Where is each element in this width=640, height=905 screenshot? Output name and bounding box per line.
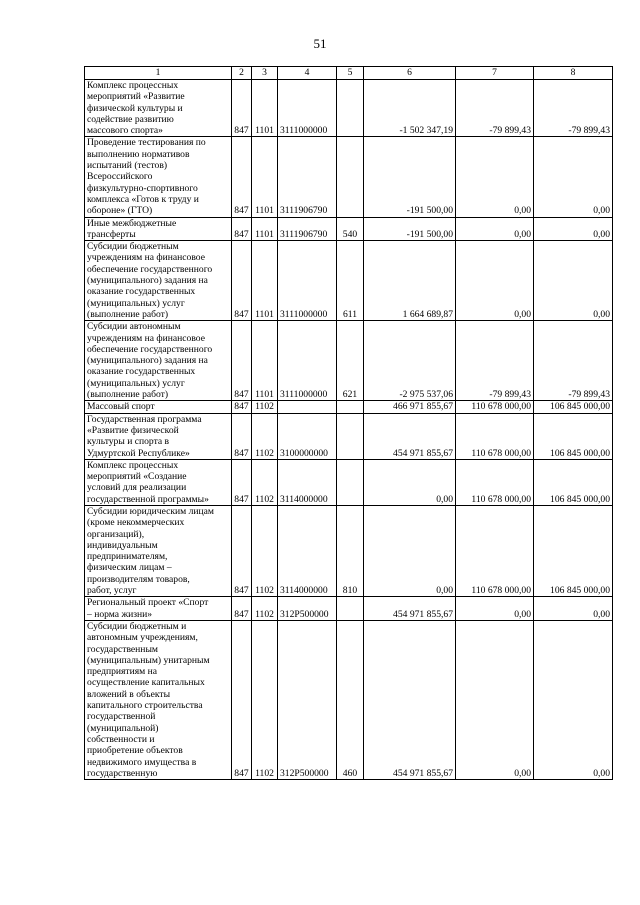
row-target-article: 3111906790 [278, 137, 337, 217]
row-description: Массовый спорт [85, 401, 232, 413]
row-target-article: 3114000000 [278, 459, 337, 505]
row-amount-col8: 106 845 000,00 [534, 459, 613, 505]
row-amount-col8: -79 899,43 [534, 80, 613, 137]
row-admin-code: 847 [232, 217, 252, 241]
col-header-8: 8 [534, 67, 613, 80]
row-description: Региональный проект «Спорт – норма жизни» [85, 597, 232, 621]
table-row [85, 459, 613, 505]
col-header-4: 4 [278, 67, 337, 80]
table-row [85, 620, 613, 779]
row-admin-code: 847 [232, 505, 252, 596]
row-amount-col6: -191 500,00 [364, 137, 456, 217]
col-header-3: 3 [252, 67, 278, 80]
row-amount-col8: 106 845 000,00 [534, 401, 613, 413]
row-admin-code: 847 [232, 459, 252, 505]
row-expense-type: 540 [337, 217, 364, 241]
row-section-code: 1101 [252, 137, 278, 217]
row-amount-col8: 0,00 [534, 217, 613, 241]
row-target-article [278, 401, 337, 413]
row-description: Комплекс процессных мероприятий «Создание условий для реализации государственной программы» [85, 459, 232, 505]
table-row [85, 401, 613, 413]
row-target-article: 3100000000 [278, 413, 337, 459]
row-amount-col7: 0,00 [456, 217, 534, 241]
row-section-code: 1102 [252, 413, 278, 459]
row-description: Комплекс процессных мероприятий «Развитие физической культуры и содействие развитию массового спорта» [85, 80, 232, 137]
row-amount-col6: 0,00 [364, 459, 456, 505]
row-target-article: 3111000000 [278, 80, 337, 137]
row-section-code: 1101 [252, 80, 278, 137]
table-row [85, 505, 613, 596]
row-description: Субсидии юридическим лицам (кроме некоммерческих организаций), индивидуальным предпринимателям, физическим лицам – производителям товаров, работ, услуг [85, 505, 232, 596]
row-amount-col8: 0,00 [534, 620, 613, 779]
row-expense-type: 460 [337, 620, 364, 779]
table-row [85, 137, 613, 217]
row-section-code: 1101 [252, 241, 278, 321]
col-header-2: 2 [232, 67, 252, 80]
col-header-1: 1 [85, 67, 232, 80]
row-section-code: 1102 [252, 620, 278, 779]
row-admin-code: 847 [232, 137, 252, 217]
row-section-code: 1102 [252, 597, 278, 621]
row-amount-col7: 0,00 [456, 137, 534, 217]
row-amount-col7: 0,00 [456, 620, 534, 779]
row-section-code: 1102 [252, 459, 278, 505]
row-description: Субсидии автономным учреждениям на финансовое обеспечение государственного (муниципального) задания на оказание государственных (муниципальных) услуг (выполнение работ) [85, 321, 232, 401]
row-expense-type [337, 401, 364, 413]
table-row [85, 321, 613, 401]
table-row [85, 413, 613, 459]
row-amount-col7: 110 678 000,00 [456, 401, 534, 413]
table-header-row [85, 67, 613, 80]
row-section-code: 1101 [252, 217, 278, 241]
col-header-5: 5 [337, 67, 364, 80]
row-amount-col7: 0,00 [456, 241, 534, 321]
row-target-article: 312P500000 [278, 597, 337, 621]
budget-table [84, 66, 613, 780]
table-row [85, 241, 613, 321]
row-expense-type [337, 597, 364, 621]
row-amount-col7: -79 899,43 [456, 80, 534, 137]
row-amount-col6: 0,00 [364, 505, 456, 596]
col-header-7: 7 [456, 67, 534, 80]
table-row [85, 597, 613, 621]
row-admin-code: 847 [232, 80, 252, 137]
row-amount-col6: 454 971 855,67 [364, 597, 456, 621]
row-expense-type: 611 [337, 241, 364, 321]
row-expense-type: 621 [337, 321, 364, 401]
row-amount-col8: 0,00 [534, 597, 613, 621]
table-row [85, 217, 613, 241]
page-number: 51 [313, 36, 327, 51]
row-amount-col6: -1 502 347,19 [364, 80, 456, 137]
row-description: Иные межбюджетные трансферты [85, 217, 232, 241]
row-admin-code: 847 [232, 241, 252, 321]
row-admin-code: 847 [232, 597, 252, 621]
row-amount-col8: 0,00 [534, 241, 613, 321]
row-target-article: 3111906790 [278, 217, 337, 241]
row-amount-col7: 110 678 000,00 [456, 413, 534, 459]
row-admin-code: 847 [232, 321, 252, 401]
row-amount-col8: 0,00 [534, 137, 613, 217]
row-target-article: 312P500000 [278, 620, 337, 779]
col-header-6: 6 [364, 67, 456, 80]
row-section-code: 1102 [252, 401, 278, 413]
row-amount-col7: -79 899,43 [456, 321, 534, 401]
row-amount-col6: 1 664 689,87 [364, 241, 456, 321]
row-amount-col7: 110 678 000,00 [456, 459, 534, 505]
row-description: Государственная программа «Развитие физической культуры и спорта в Удмуртской Республике» [85, 413, 232, 459]
row-amount-col8: -79 899,43 [534, 321, 613, 401]
row-amount-col6: 466 971 855,67 [364, 401, 456, 413]
row-amount-col6: -191 500,00 [364, 217, 456, 241]
row-amount-col8: 106 845 000,00 [534, 413, 613, 459]
row-section-code: 1102 [252, 505, 278, 596]
row-expense-type [337, 459, 364, 505]
row-amount-col6: 454 971 855,67 [364, 620, 456, 779]
row-amount-col6: -2 975 537,06 [364, 321, 456, 401]
row-admin-code: 847 [232, 401, 252, 413]
row-target-article: 3114000000 [278, 505, 337, 596]
row-description: Проведение тестирования по выполнению нормативов испытаний (тестов) Всероссийского физкультурно-спортивного комплекса «Готов к труду и обороне» (ГТО) [85, 137, 232, 217]
table-row [85, 80, 613, 137]
row-amount-col6: 454 971 855,67 [364, 413, 456, 459]
row-expense-type [337, 80, 364, 137]
row-expense-type: 810 [337, 505, 364, 596]
row-target-article: 3111000000 [278, 321, 337, 401]
row-target-article: 3111000000 [278, 241, 337, 321]
row-amount-col7: 110 678 000,00 [456, 505, 534, 596]
row-admin-code: 847 [232, 620, 252, 779]
row-admin-code: 847 [232, 413, 252, 459]
row-amount-col8: 106 845 000,00 [534, 505, 613, 596]
row-description: Субсидии бюджетным учреждениям на финансовое обеспечение государственного (муниципального) задания на оказание государственных (муниципальных) услуг (выполнение работ) [85, 241, 232, 321]
row-expense-type [337, 137, 364, 217]
row-section-code: 1101 [252, 321, 278, 401]
row-expense-type [337, 413, 364, 459]
row-description: Субсидии бюджетным и автономным учреждениям, государственным (муниципальным) унитарным предприятиям на осуществление капитальных вложений в объекты капитального строительства государственной (муниципальной) собственности и приобретение объектов недвижимого имущества в государственную [85, 620, 232, 779]
row-amount-col7: 0,00 [456, 597, 534, 621]
